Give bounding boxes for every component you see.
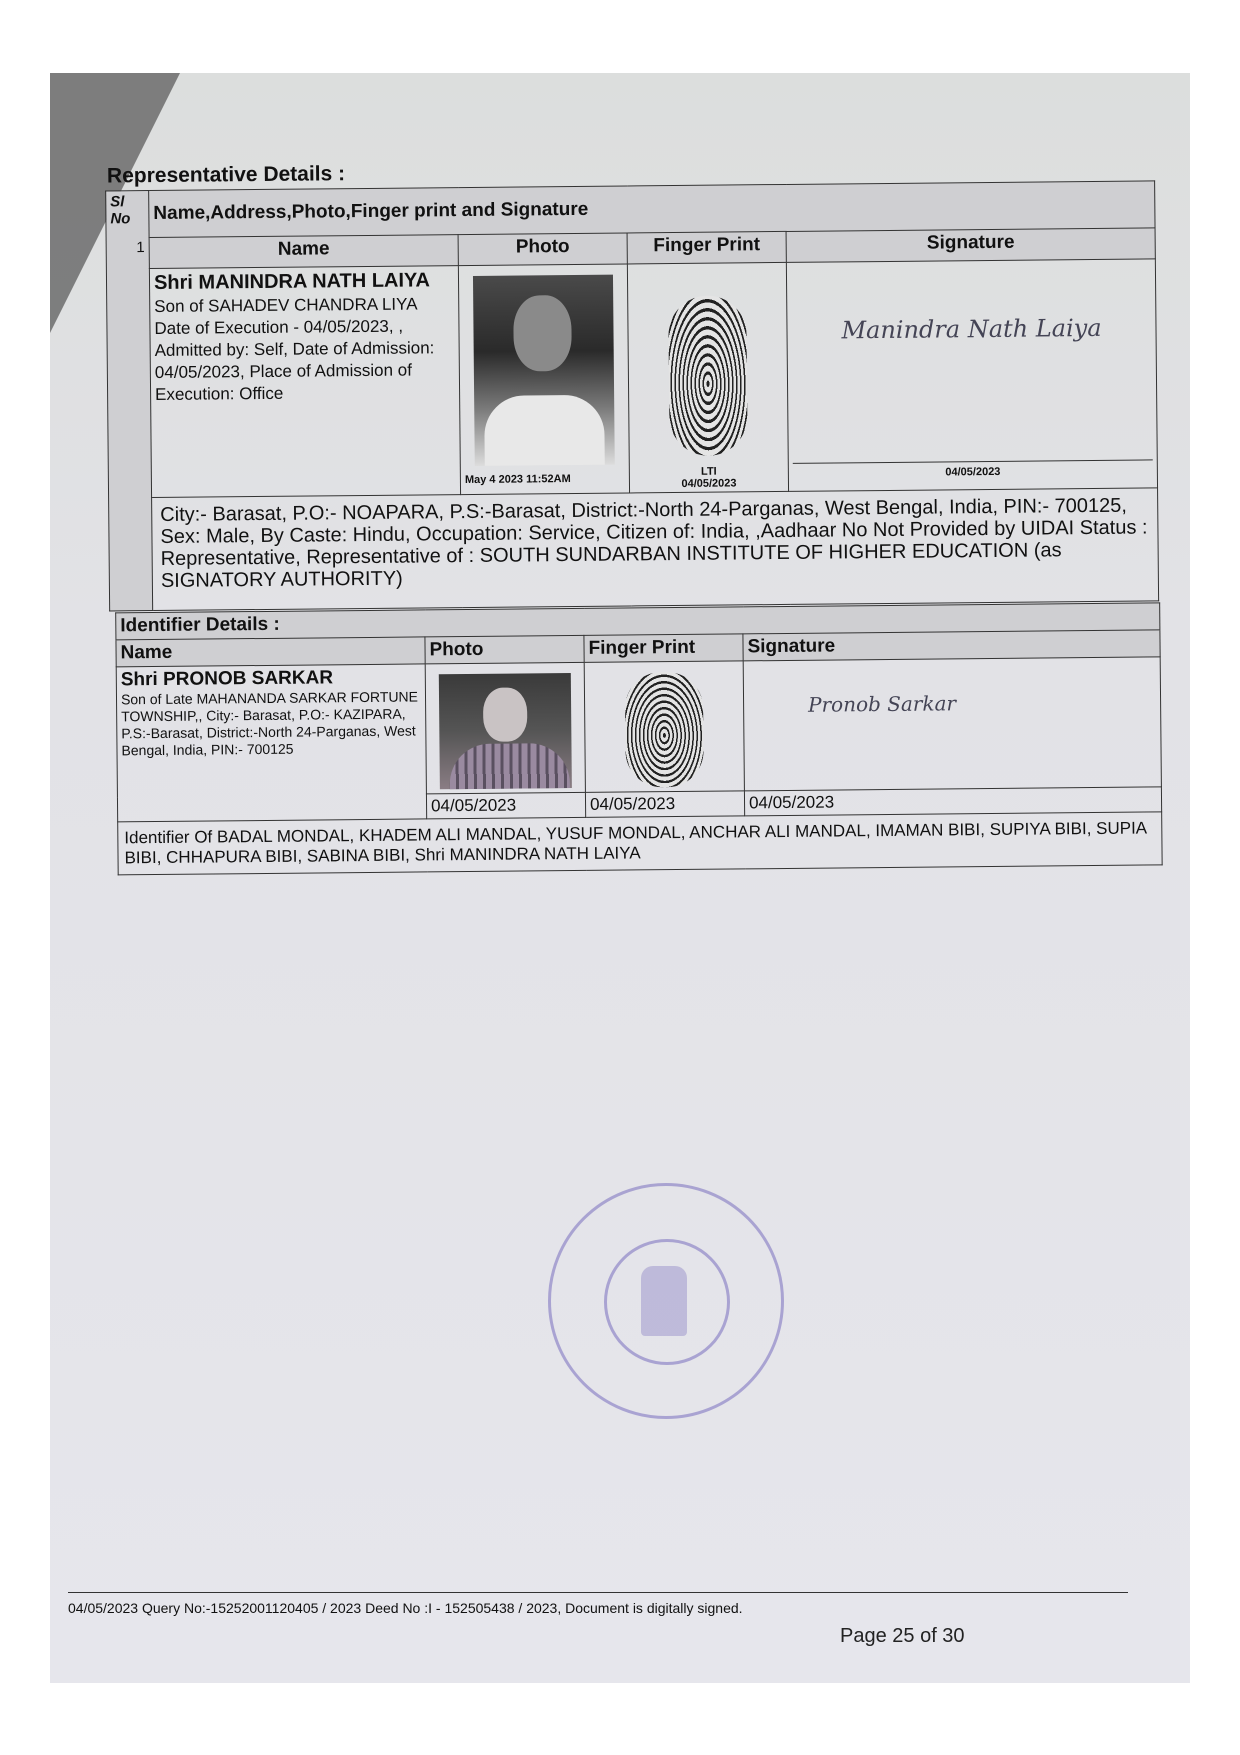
col-photo-header: Photo bbox=[458, 233, 627, 266]
representative-address: City:- Barasat, P.O:- NOAPARA, P.S:-Barasat, District:-North 24-Parganas, West Bengal, India, PIN:- 700125, Sex: Male, By Caste: Hindu, Occupation: Service, Citizen of: India, ,Aadhaar No Not Provided by UIDAI Status : Representative, Representative of : SOUTH SUNDARBAN INSTITUTE OF HIGHER EDUCATION (as SIGNATORY AUTHORITY) bbox=[152, 488, 1159, 611]
footer-text: 04/05/2023 Query No:-15252001120405 / 2023 Deed No :I - 152505438 / 2023, Document is digitally signed. bbox=[68, 1600, 743, 1616]
representative-photo bbox=[473, 275, 615, 466]
identifier-col-signature: Signature bbox=[743, 630, 1160, 661]
identifier-finger-date: 04/05/2023 bbox=[585, 791, 744, 818]
identifier-col-name: Name bbox=[116, 637, 425, 667]
page-number: Page 25 of 30 bbox=[840, 1625, 965, 1647]
representative-table bbox=[105, 180, 1159, 611]
identifier-details: Son of Late MAHANANDA SARKAR FORTUNE TOWNSHIP,, City:- Barasat, P.O:- KAZIPARA, P.S:-Barasat, District:-North 24-Parganas, West Bengal, India, PIN:- 700125 bbox=[120, 688, 419, 759]
representative-relation: Son of SAHADEV CHANDRA LIYA bbox=[154, 294, 418, 317]
identifier-col-photo: Photo bbox=[425, 635, 584, 664]
representative-photo-cell bbox=[458, 264, 629, 495]
photo-face bbox=[513, 295, 572, 372]
identifier-photo-face bbox=[483, 687, 528, 741]
representative-execution-details: Date of Execution - 04/05/2023, , Admitted by: Self, Date of Admission: 04/05/2023, Place of Admission of Execution: Office bbox=[154, 316, 435, 405]
footer-rule bbox=[68, 1592, 1128, 1593]
identifier-table bbox=[115, 602, 1162, 875]
representative-name-cell bbox=[149, 266, 460, 498]
official-seal bbox=[548, 1183, 784, 1419]
sl-no-label: Sl No bbox=[110, 193, 131, 228]
sl-number: 1 bbox=[136, 239, 145, 257]
col-signature-header: Signature bbox=[786, 228, 1155, 263]
col-finger-header: Finger Print bbox=[627, 231, 786, 264]
identifier-fingerprint-cell bbox=[584, 661, 744, 793]
identifier-photo bbox=[439, 673, 572, 789]
identifier-photo-date: 04/05/2023 bbox=[426, 792, 585, 819]
representative-signature-date: 04/05/2023 bbox=[793, 459, 1153, 479]
photo-shirt bbox=[484, 395, 605, 466]
identifier-signature: Pronob Sarkar bbox=[807, 691, 957, 717]
representative-main-header: Name,Address,Photo,Finger print and Signature bbox=[149, 181, 1155, 238]
document-sheet bbox=[50, 73, 1190, 1683]
representative-signature: Manindra Nath Laiya bbox=[841, 313, 1102, 345]
representative-section-title: Representative Details : bbox=[106, 162, 346, 188]
identifier-fingerprint-icon bbox=[625, 672, 704, 788]
finger-caption-lti: LTI bbox=[700, 465, 717, 478]
photo-timestamp: May 4 2023 11:52AM bbox=[464, 473, 571, 487]
identifier-name: Shri PRONOB SARKAR bbox=[120, 667, 334, 691]
finger-caption-date: 04/05/2023 bbox=[681, 477, 737, 490]
representative-name: Shri MANINDRA NATH LAIYA bbox=[153, 269, 431, 295]
representative-fingerprint-cell bbox=[627, 262, 788, 493]
identifier-section-title: Identifier Details : bbox=[116, 603, 1160, 640]
sl-no-header bbox=[106, 191, 153, 611]
representative-signature-cell bbox=[786, 259, 1157, 492]
col-name-header: Name bbox=[149, 235, 458, 269]
identifier-photo-shirt bbox=[449, 743, 569, 789]
identifier-signature-cell bbox=[743, 657, 1161, 791]
fingerprint-icon bbox=[668, 295, 748, 456]
identifier-of-list: Identifier Of BADAL MONDAL, KHADEM ALI MANDAL, YUSUF MONDAL, ANCHAR ALI MANDAL, IMAMAN BIBI, SUPIYA BIBI, SUPIA BIBI, CHHAPURA BIBI, SABINA BIBI, Shri MANINDRA NATH LAIYA bbox=[118, 812, 1162, 875]
identifier-photo-cell bbox=[425, 662, 585, 794]
emblem-icon bbox=[641, 1266, 687, 1336]
identifier-name-cell bbox=[116, 664, 426, 822]
identifier-signature-date: 04/05/2023 bbox=[744, 787, 1161, 816]
identifier-col-finger: Finger Print bbox=[584, 634, 743, 663]
